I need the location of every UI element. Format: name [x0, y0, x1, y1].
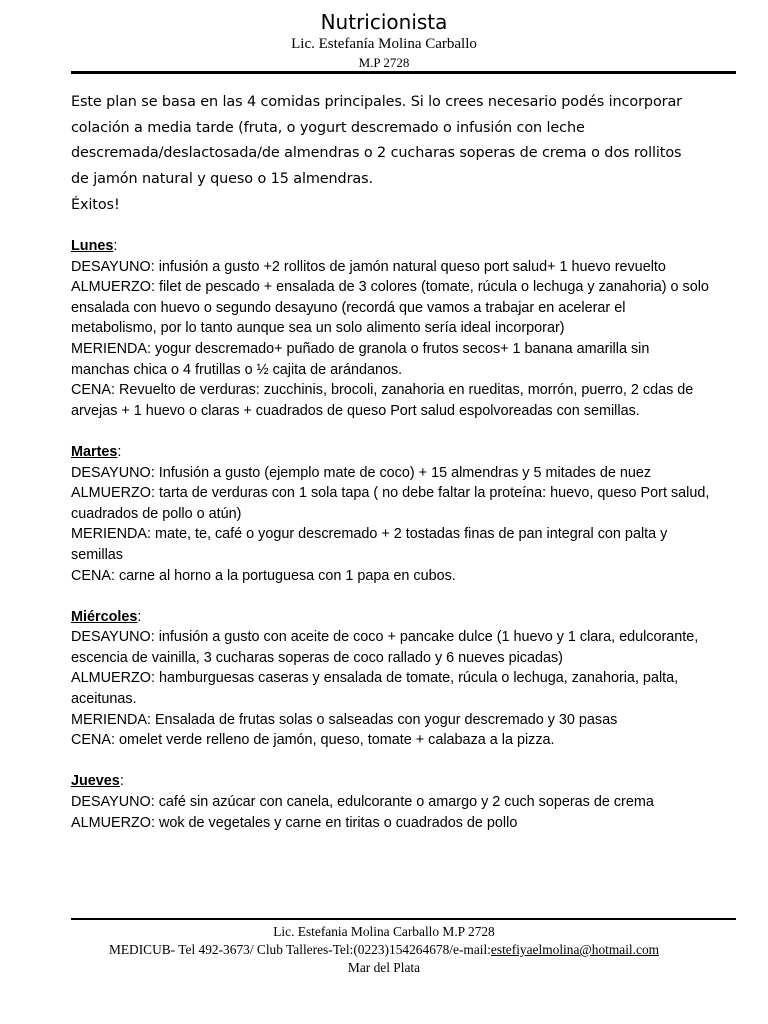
meal-dinner: CENA: Revuelto de verduras: zucchinis, brocoli, zanahoria en rueditas, morrón, puerro, 2 cdas de arvejas + 1 huevo o claras + cuadrados de queso Port salud espolvoreadas con semillas.: [71, 382, 694, 419]
email-link[interactable]: estefiyaelmolina@hotmail.com: [490, 942, 660, 957]
meal-breakfast: DESAYUNO: infusión a gusto +2 rollitos de jamón natural queso port salud+ 1 huevo revuelto: [71, 258, 666, 275]
day-heading: [71, 442, 711, 463]
day-heading: [71, 236, 711, 257]
meal-snack: MERIENDA: mate, te, café o yogur descremado + 2 tostadas finas de pan integral con palta y semillas: [71, 526, 668, 563]
day-name: Lunes: [71, 238, 114, 254]
day-section-jueves: [71, 771, 711, 833]
intro-line: Éxitos!: [71, 196, 120, 213]
day-colon: :: [113, 238, 118, 254]
footer-divider: [71, 918, 736, 920]
day-colon: :: [137, 608, 142, 625]
day-name: Miércoles: [71, 608, 138, 625]
page-footer: [0, 923, 768, 977]
day-colon: :: [119, 773, 124, 790]
weekly-meal-plan: [71, 236, 711, 833]
day-colon: :: [117, 443, 122, 460]
meal-lunch: ALMUERZO: wok de vegetales y carne en tiritas o cuadrados de pollo: [71, 814, 518, 831]
day-section-martes: [71, 442, 711, 586]
day-name: Martes: [71, 443, 118, 460]
day-section-miercoles: [71, 607, 711, 751]
meal-lunch: ALMUERZO: hamburguesas caseras y ensalada de tomate, rúcula o lechuga, zanahoria, palta, aceitunas.: [71, 670, 679, 708]
meal-snack: MERIENDA: yogur descremado+ puñado de granola o frutos secos+ 1 banana amarilla sin manchas chica o 4 frutillas o ½ cajita de arándanos.: [71, 340, 650, 378]
page-title: Nutricionista: [320, 10, 448, 34]
day-name: Jueves: [71, 773, 120, 790]
intro-line: colación a media tarde (fruta, o yogurt descremado o infusión con leche: [71, 119, 585, 136]
intro-line: de jamón natural y queso o 15 almendras.: [71, 171, 373, 188]
meal-dinner: CENA: omelet verde relleno de jamón, queso, tomate + calabaza a la pizza.: [71, 732, 555, 749]
intro-paragraph: [71, 90, 731, 219]
footer-credentials: Lic. Estefania Molina Carballo M.P 2728: [273, 924, 495, 939]
header-divider: [71, 71, 736, 74]
meal-dinner: CENA: carne al horno a la portuguesa con 1 papa en cubos.: [71, 567, 456, 584]
meal-lunch: ALMUERZO: tarta de verduras con 1 sola tapa ( no debe faltar la proteína: huevo, queso Port salud, cuadrados de pollo o atún): [71, 485, 710, 522]
day-heading: [71, 607, 711, 628]
meal-breakfast: DESAYUNO: café sin azúcar con canela, edulcorante o amargo y 2 cuch soperas de crema: [71, 794, 654, 811]
intro-line: Este plan se basa en las 4 comidas principales. Si lo crees necesario podés incorporar: [71, 94, 682, 110]
footer-contact-text: MEDICUB- Tel 492-3673/ Club Talleres-Tel:(0223)154264678/e-mail:: [108, 942, 491, 957]
intro-line: descremada/deslactosada/de almendras o 2 cucharas soperas de crema o dos rollitos: [71, 145, 682, 162]
meal-lunch: ALMUERZO: filet de pescado + ensalada de 3 colores (tomate, rúcula o lechuga y zanahoria) o solo ensalada con huevo o segundo desayuno (recordá que vamos a trabajar en acelerar el metabolismo, por lo tanto aunque sea un solo alimento sería ideal incorporar): [71, 279, 709, 337]
footer-city: Mar del Plata: [347, 960, 421, 975]
meal-snack: MERIENDA: Ensalada de frutas solas o salseadas con yogur descremado y 30 pasas: [71, 711, 618, 728]
meal-breakfast: DESAYUNO: Infusión a gusto (ejemplo mate de coco) + 15 almendras y 5 mitades de nuez: [71, 464, 652, 481]
meal-breakfast: DESAYUNO: infusión a gusto con aceite de coco + pancake dulce (1 huevo y 1 clara, edulcorante, escencia de vainilla, 3 cucharas soperas de coco rallado y 6 nueves picadas): [71, 629, 699, 666]
professional-name: Lic. Estefanía Molina Carballo: [291, 36, 477, 52]
registration-number: M.P 2728: [358, 55, 410, 70]
day-section-lunes: [71, 236, 711, 421]
day-heading: [71, 771, 711, 792]
footer-contact: [0, 941, 768, 959]
